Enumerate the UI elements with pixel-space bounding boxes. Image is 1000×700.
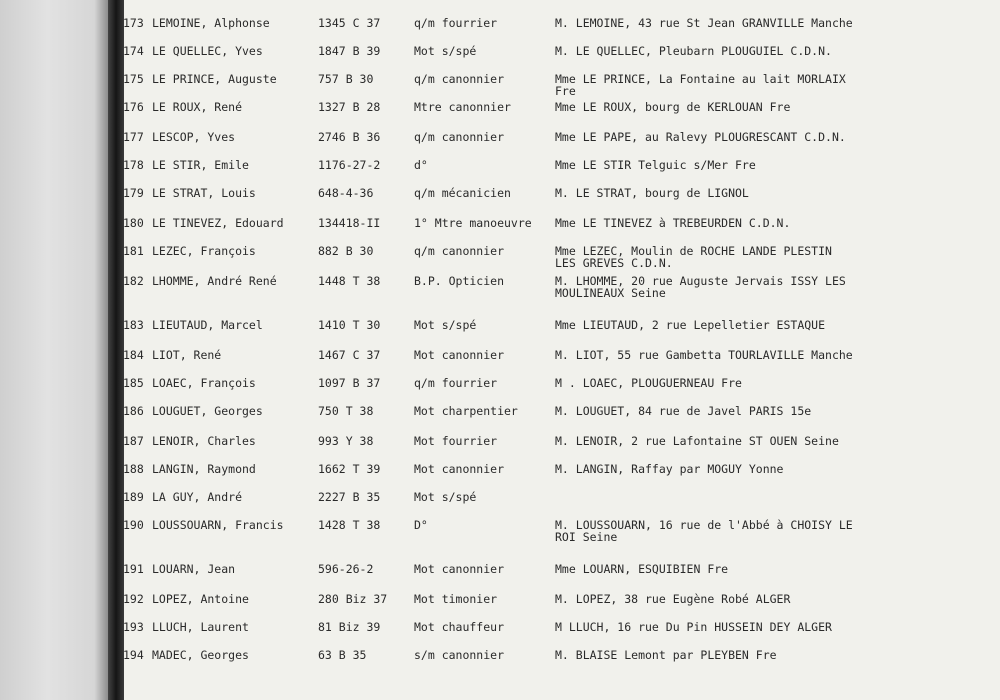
table-row xyxy=(0,490,1000,520)
entry-number: 192 xyxy=(123,592,144,606)
next-of-kin-address: M. LOUGUET, 84 rue de Javel PARIS 15e xyxy=(555,404,812,418)
sailor-name: LE PRINCE, Auguste xyxy=(152,72,277,86)
rank: Mot timonier xyxy=(414,592,498,606)
table-row xyxy=(0,130,1000,160)
next-of-kin-address: Mme LOUARN, ESQUIBIEN Fre xyxy=(555,562,729,576)
table-row xyxy=(0,100,1000,130)
next-of-kin-address: Mme LE STIR Telguic s/Mer Fre xyxy=(555,158,756,172)
entry-number: 174 xyxy=(123,44,144,58)
next-of-kin-address: M . LOAEC, PLOUGUERNEAU Fre xyxy=(555,376,742,390)
sailor-name: LE ROUX, René xyxy=(152,100,243,114)
next-of-kin-address: M. LENOIR, 2 rue Lafontaine ST OUEN Seine xyxy=(555,434,839,448)
entry-number: 176 xyxy=(123,100,144,114)
next-of-kin-address: Mme LE ROUX, bourg de KERLOUAN Fre xyxy=(555,100,791,114)
service-number: 1410 T 30 xyxy=(318,318,381,332)
service-number: 1327 B 28 xyxy=(318,100,381,114)
rank: Mot canonnier xyxy=(414,348,505,362)
table-row xyxy=(0,648,1000,678)
next-of-kin-address: Mme LE TINEVEZ à TREBEURDEN C.D.N. xyxy=(555,216,791,230)
table-row xyxy=(0,434,1000,464)
entry-number: 181 xyxy=(123,244,144,258)
next-of-kin-address: Mme LE PRINCE, La Fontaine au lait MORLAIX xyxy=(555,72,846,86)
next-of-kin-address-continued: ROI Seine xyxy=(555,530,618,544)
rank: q/m canonnier xyxy=(414,72,505,86)
service-number: 1662 T 39 xyxy=(318,462,381,476)
entry-number: 184 xyxy=(123,348,144,362)
rank: q/m canonnier xyxy=(414,244,505,258)
next-of-kin-address: M. LE QUELLEC, Pleubarn PLOUGUIEL C.D.N. xyxy=(555,44,832,58)
service-number: 134418-II xyxy=(318,216,381,230)
entry-number: 188 xyxy=(123,462,144,476)
entry-number: 173 xyxy=(123,16,144,30)
sailor-name: LENOIR, Charles xyxy=(152,434,256,448)
next-of-kin-address: M. LHOMME, 20 rue Auguste Jervais ISSY LES xyxy=(555,274,846,288)
service-number: 1097 B 37 xyxy=(318,376,381,390)
service-number: 1176-27-2 xyxy=(318,158,381,172)
next-of-kin-address: M. LANGIN, Raffay par MOGUY Yonne xyxy=(555,462,784,476)
table-row xyxy=(0,404,1000,434)
next-of-kin-address: M. LOUSSOUARN, 16 rue de l'Abbé à CHOISY LE xyxy=(555,518,853,532)
table-row xyxy=(0,620,1000,650)
service-number: 882 B 30 xyxy=(318,244,374,258)
next-of-kin-address: M. BLAISE Lemont par PLEYBEN Fre xyxy=(555,648,777,662)
entry-number: 180 xyxy=(123,216,144,230)
service-number: 63 B 35 xyxy=(318,648,367,662)
rank: q/m canonnier xyxy=(414,130,505,144)
table-row xyxy=(0,318,1000,348)
sailor-name: LOUARN, Jean xyxy=(152,562,236,576)
rank: 1° Mtre manoeuvre xyxy=(414,216,532,230)
service-number: 993 Y 38 xyxy=(318,434,374,448)
service-number: 2746 B 36 xyxy=(318,130,381,144)
service-number: 1847 B 39 xyxy=(318,44,381,58)
sailor-name: LEMOINE, Alphonse xyxy=(152,16,270,30)
table-row xyxy=(0,376,1000,406)
entry-number: 183 xyxy=(123,318,144,332)
rank: B.P. Opticien xyxy=(414,274,505,288)
rank: q/m fourrier xyxy=(414,16,498,30)
next-of-kin-address: M. LIOT, 55 rue Gambetta TOURLAVILLE Manche xyxy=(555,348,853,362)
sailor-name: LOAEC, François xyxy=(152,376,256,390)
service-number: 648-4-36 xyxy=(318,186,374,200)
sailor-name: LOUSSOUARN, Francis xyxy=(152,518,284,532)
table-row xyxy=(0,72,1000,102)
next-of-kin-address: M. LOPEZ, 38 rue Eugène Robé ALGER xyxy=(555,592,791,606)
sailor-name: LANGIN, Raymond xyxy=(152,462,256,476)
entry-number: 185 xyxy=(123,376,144,390)
service-number: 757 B 30 xyxy=(318,72,374,86)
rank: q/m fourrier xyxy=(414,376,498,390)
sailor-name: LE QUELLEC, Yves xyxy=(152,44,263,58)
table-row xyxy=(0,348,1000,378)
next-of-kin-address: M LLUCH, 16 rue Du Pin HUSSEIN DEY ALGER xyxy=(555,620,832,634)
entry-number: 179 xyxy=(123,186,144,200)
entry-number: 194 xyxy=(123,648,144,662)
rank: Mtre canonnier xyxy=(414,100,511,114)
rank: D° xyxy=(414,518,428,532)
rank: Mot s/spé xyxy=(414,44,477,58)
sailor-name: LOUGUET, Georges xyxy=(152,404,263,418)
rank: s/m canonnier xyxy=(414,648,505,662)
table-row xyxy=(0,186,1000,216)
table-row xyxy=(0,244,1000,274)
sailor-name: LESCOP, Yves xyxy=(152,130,236,144)
service-number: 596-26-2 xyxy=(318,562,374,576)
table-row xyxy=(0,592,1000,622)
entry-number: 187 xyxy=(123,434,144,448)
table-row xyxy=(0,274,1000,304)
sailor-name: LEZEC, François xyxy=(152,244,256,258)
service-number: 1467 C 37 xyxy=(318,348,381,362)
sailor-name: LA GUY, André xyxy=(152,490,243,504)
sailor-name: LE STIR, Emile xyxy=(152,158,249,172)
rank: Mot s/spé xyxy=(414,490,477,504)
table-row xyxy=(0,518,1000,548)
entry-number: 186 xyxy=(123,404,144,418)
table-row xyxy=(0,216,1000,246)
entry-number: 191 xyxy=(123,562,144,576)
rank: Mot canonnier xyxy=(414,462,505,476)
table-row xyxy=(0,462,1000,492)
sailor-name: LIOT, René xyxy=(152,348,222,362)
rank: q/m mécanicien xyxy=(414,186,511,200)
rank: Mot fourrier xyxy=(414,434,498,448)
next-of-kin-address: M. LE STRAT, bourg de LIGNOL xyxy=(555,186,749,200)
rank: Mot charpentier xyxy=(414,404,518,418)
rank: Mot canonnier xyxy=(414,562,505,576)
next-of-kin-address-continued: LES GREVES C.D.N. xyxy=(555,256,673,270)
service-number: 1345 C 37 xyxy=(318,16,381,30)
entry-number: 193 xyxy=(123,620,144,634)
sailor-name: LHOMME, André René xyxy=(152,274,277,288)
next-of-kin-address-continued: MOULINEAUX Seine xyxy=(555,286,666,300)
next-of-kin-address: Mme LEZEC, Moulin de ROCHE LANDE PLESTIN xyxy=(555,244,832,258)
sailor-name: LIEUTAUD, Marcel xyxy=(152,318,263,332)
service-number: 750 T 38 xyxy=(318,404,374,418)
next-of-kin-address-continued: Fre xyxy=(555,84,576,98)
entry-number: 190 xyxy=(123,518,144,532)
next-of-kin-address: M. LEMOINE, 43 rue St Jean GRANVILLE Manche xyxy=(555,16,853,30)
sailor-name: LE STRAT, Louis xyxy=(152,186,256,200)
table-row xyxy=(0,562,1000,592)
next-of-kin-address: Mme LE PAPE, au Ralevy PLOUGRESCANT C.D.N. xyxy=(555,130,846,144)
sailor-name: LE TINEVEZ, Edouard xyxy=(152,216,284,230)
table-row xyxy=(0,158,1000,188)
sailor-name: MADEC, Georges xyxy=(152,648,249,662)
service-number: 280 Biz 37 xyxy=(318,592,388,606)
service-number: 81 Biz 39 xyxy=(318,620,381,634)
entry-number: 175 xyxy=(123,72,144,86)
entry-number: 189 xyxy=(123,490,144,504)
service-number: 1448 T 38 xyxy=(318,274,381,288)
service-number: 1428 T 38 xyxy=(318,518,381,532)
entry-number: 178 xyxy=(123,158,144,172)
next-of-kin-address: Mme LIEUTAUD, 2 rue Lepelletier ESTAQUE xyxy=(555,318,826,332)
sailor-name: LOPEZ, Antoine xyxy=(152,592,249,606)
table-row xyxy=(0,44,1000,74)
entry-number: 182 xyxy=(123,274,144,288)
sailor-name: LLUCH, Laurent xyxy=(152,620,249,634)
rank: Mot s/spé xyxy=(414,318,477,332)
service-number: 2227 B 35 xyxy=(318,490,381,504)
table-row xyxy=(0,16,1000,46)
rank: d° xyxy=(414,158,428,172)
rank: Mot chauffeur xyxy=(414,620,505,634)
entry-number: 177 xyxy=(123,130,144,144)
